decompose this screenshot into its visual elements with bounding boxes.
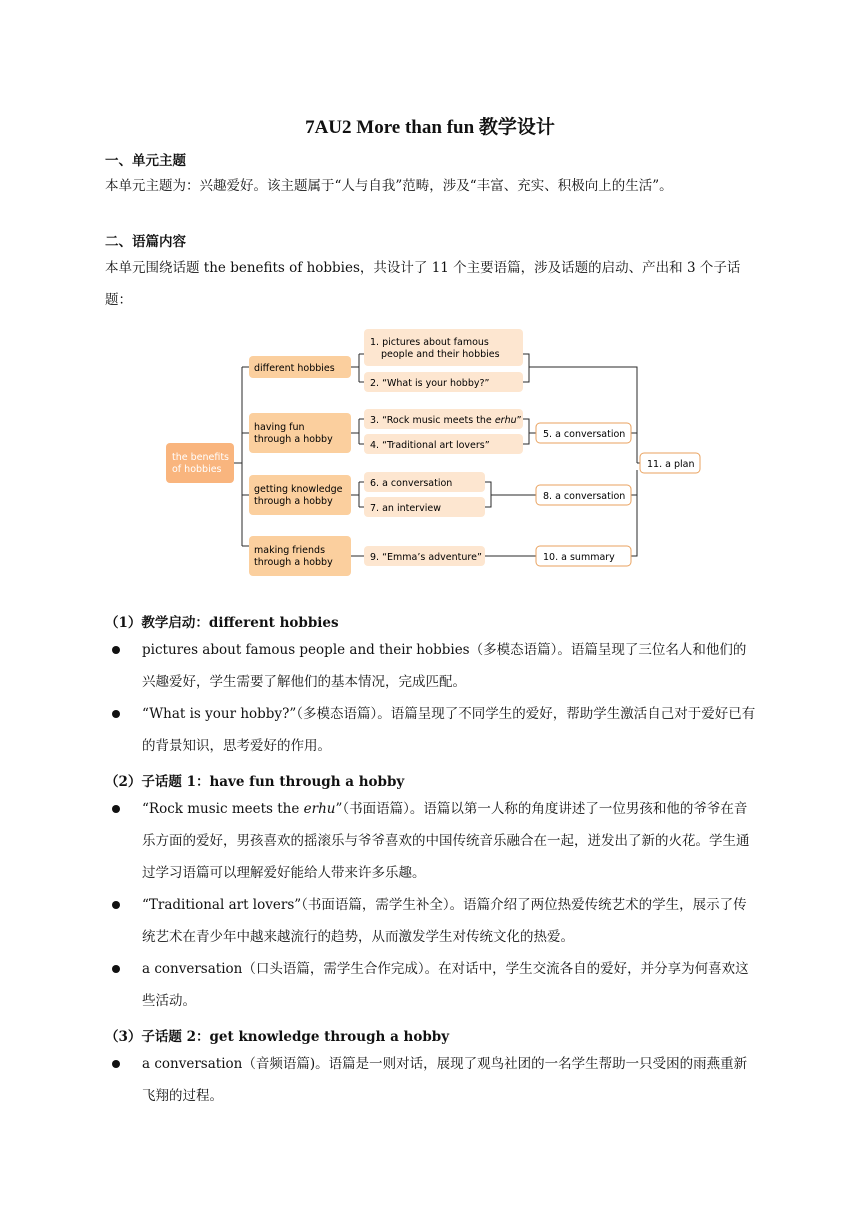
branch-label-different-hobbies: different hobbies (254, 363, 335, 374)
text-9: 9. “Emma’s adventure” (370, 552, 482, 563)
branch-label-getting-knowledge-line1: getting knowledge (254, 484, 343, 495)
branch-label-making-friends-line1: making friends (254, 545, 326, 556)
branch-label-having-fun-line2: through a hobby (254, 434, 333, 445)
hobbies-mind-map (166, 326, 702, 578)
bullet-dot (112, 646, 120, 654)
branch-label-getting-knowledge-line2: through a hobby (254, 496, 333, 507)
section-1-heading: 一、单元主题 (105, 153, 186, 169)
bullet-dot (112, 710, 120, 718)
text-4: 4. “Traditional art lovers” (370, 440, 490, 451)
text-2: 2. “What is your hobby?” (370, 378, 490, 389)
part-3-heading: （3）子话题 2：get knowledge through a hobby (105, 1029, 450, 1045)
root-label-line1: the benefits (172, 452, 230, 463)
root-node (166, 443, 234, 483)
text-5: 5. a conversation (543, 429, 626, 440)
branch-node-making-friends (249, 536, 351, 576)
section-2-heading: 二、语篇内容 (105, 234, 186, 250)
part-2-item-2-text: “Traditional art lovers”（书面语篇，需学生补全）。语篇介绍了两位热爱传统艺术的学生，展示了传统艺术在青少年中越来越流行的趋势，从而激发学生对传统文化的热爱。 (142, 897, 747, 945)
part-2-heading: （2）子话题 1：have fun through a hobby (105, 774, 405, 790)
branch-label-having-fun-line1: having fun (254, 422, 305, 433)
section-2-text: 本单元围绕话题 the benefits of hobbies，共设计了 11 个主要语篇，涉及话题的启动、产出和 3 个子话题： (105, 260, 741, 308)
text-1-line1: 1. pictures about famous (370, 337, 489, 348)
part-1-item-1-text: pictures about famous people and their hobbies（多模态语篇）。语篇呈现了三位名人和他们的兴趣爱好，学生需要了解他们的基本情况，完成匹配。 (142, 642, 747, 690)
section-1-text: 本单元主题为：兴趣爱好。该主题属于“人与自我”范畴，涉及“丰富、充实、积极向上的生活”。 (105, 178, 673, 194)
text-11: 11. a plan (647, 459, 695, 470)
part-2-item-3-text: a conversation（口头语篇，需学生合作完成）。在对话中，学生交流各自的爱好，并分享为何喜欢这些活动。 (142, 961, 749, 1009)
bullet-dot (112, 965, 120, 973)
part-2-item-1-text: “Rock music meets the erhu”（书面语篇）。语篇以第一人称的角度讲述了一位男孩和他的爷爷在音乐方面的爱好，男孩喜欢的摇滚乐与爷爷喜欢的中国传统音乐融合在一起，迸发出了新的火花。学生通过学习语篇可以理解爱好能给人带来许多乐趣。 (142, 801, 750, 881)
text-10: 10. a summary (543, 552, 615, 563)
text-1-line2: people and their hobbies (381, 349, 500, 360)
text-8: 8. a conversation (543, 491, 626, 502)
part-3-item-1-text: a conversation（音频语篇)。语篇是一则对话，展现了观鸟社团的一名学生帮助一只受困的雨燕重新飞翔的过程。 (142, 1056, 748, 1104)
bullet-dot (112, 901, 120, 909)
branch-label-making-friends-line2: through a hobby (254, 557, 333, 568)
document-title: 7AU2 More than fun 教学设计 (305, 117, 555, 138)
part-1-item-2-text: “What is your hobby?”（多模态语篇）。语篇呈现了不同学生的爱好，帮助学生激活自己对于爱好已有的背景知识，思考爱好的作用。 (142, 706, 756, 754)
text-6: 6. a conversation (370, 478, 453, 489)
text-3: 3. “Rock music meets the erhu” (370, 415, 522, 426)
root-label-line2: of hobbies (172, 464, 222, 475)
part-1-heading: （1）教学启动：different hobbies (105, 615, 339, 631)
branch-node-having-fun (249, 413, 351, 453)
branch-node-getting-knowledge (249, 475, 351, 515)
bullet-dot (112, 805, 120, 813)
bullet-dot (112, 1060, 120, 1068)
text-7: 7. an interview (370, 503, 441, 514)
